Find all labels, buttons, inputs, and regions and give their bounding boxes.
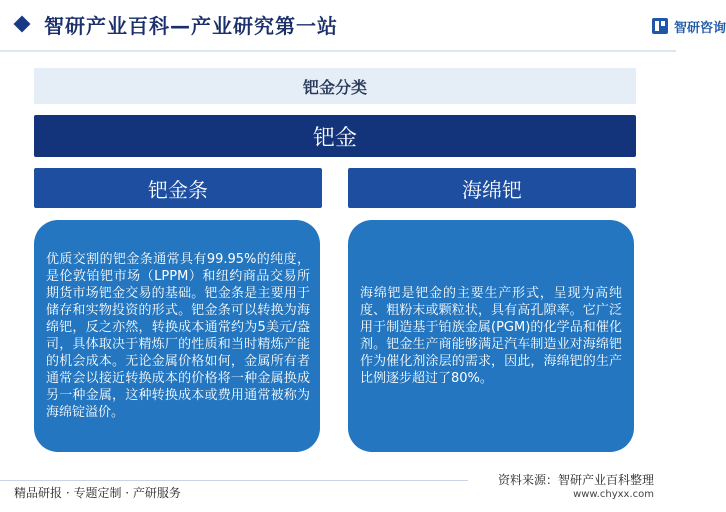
diamond-icon (14, 16, 31, 33)
category-box-bar: 钯金条 (34, 168, 322, 208)
footer-services: 精品研报 · 专题定制 · 产研服务 (14, 486, 181, 500)
source-url[interactable]: www.chyxx.com (573, 489, 654, 500)
category-box-sponge: 海绵钯 (348, 168, 636, 208)
brand-name: 智研咨询 (674, 21, 726, 36)
page-header (0, 0, 726, 52)
description-sponge (348, 220, 634, 452)
section-title: 钯金分类 (34, 68, 636, 104)
root-category-box: 钯金 (34, 115, 636, 157)
description-bar (34, 220, 320, 452)
header-title: 智研产业百科—产业研究第一站 (44, 14, 338, 38)
footer-divider (0, 480, 468, 481)
brand-logo-icon (652, 18, 668, 34)
description-sponge-text: 海绵钯是钯金的主要生产形式，呈现为高纯度、粗粉末或颗粒状，具有高孔隙率。它广泛用于制造基于铂族金属(PGM)的化学品和催化剂。钯金生产商能够满足汽车制造业对海绵钯作为催化剂涂层的需求，因此，海绵钯的生产比例逐步超过了80%。 (360, 286, 622, 386)
description-bar-text: 优质交割的钯金条通常具有99.95%的纯度，是伦敦铂钯市场（LPPM）和纽约商品交易所期货市场钯金交易的基础。钯金条是主要用于储存和实物投资的形式。钯金条可以转换为海绵钯，反之亦然，转换成本通常约为5美元/盎司，具体取决于精炼厂的性质和当时精炼产能的机会成本。无论金属价格如何，金属所有者通常会以接近转换成本的价格将一种金属换成另一种金属，这种转换成本或费用通常被称为海绵锭溢价。 (46, 252, 310, 420)
header-divider (0, 50, 676, 52)
source-note: 资料来源：智研产业百科整理 (497, 473, 654, 487)
